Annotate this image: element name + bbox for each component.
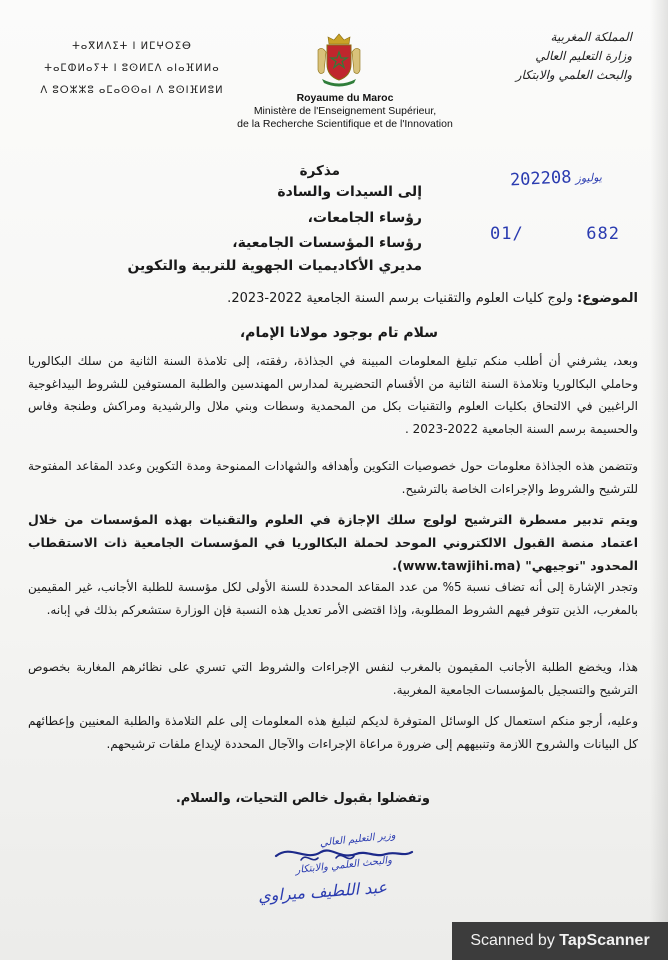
- arabic-header-line-2: وزارة التعليم العالي: [535, 49, 632, 63]
- signature-scribble: [276, 850, 412, 856]
- date-day: 08: [550, 167, 572, 189]
- date-year: 2022: [509, 168, 552, 191]
- arabic-header-line-1: المملكة المغربية: [550, 30, 632, 44]
- arabic-ministry-header: [516, 28, 632, 85]
- tifinagh-line-1: ⵜⴰⴳⵍⴷⵉⵜ ⵏ ⵍⵎⵖⵔⵉⴱ: [72, 41, 192, 52]
- french-header-ministry: Ministère de l'Enseignement Supérieur,: [253, 105, 437, 117]
- french-header-kingdom: Royaume du Maroc: [296, 92, 394, 104]
- scanner-brand: TapScanner: [559, 932, 650, 949]
- signatory-name: عبد اللطيف ميراوي: [257, 877, 388, 906]
- tifinagh-line-2: ⵜⴰⵎⵀⵍⴰⵢⵜ ⵏ ⵓⵙⵍⵎⴷ ⴰⵏⴰⴼⵍⵍⴰ: [44, 63, 220, 74]
- addressee-line-4: مديري الأكاديميات الجهوية للتربية والتكوين: [127, 258, 422, 274]
- french-header-research: de la Recherche Scientifique et de l'Innovation: [237, 118, 453, 130]
- body-paragraph-6: وعليه، أرجو منكم استعمال كل الوسائل المتوفرة لديكم لتبليغ هذه المعلومات إلى علم التلامذة والطلبة المعنيين وإعطائهم كل البيانات والشروح اللازمة وتنبيههم إلى ضرورة مراعاة الإجراءات والآجال المحددة لإيداع ملفات ترشيحهم.: [28, 714, 638, 751]
- date-month: يوليوز: [575, 170, 603, 186]
- reference-prefix: 01/: [490, 224, 524, 244]
- tifinagh-line-3: ⴷ ⵓⵔⵣⵣⵓ ⴰⵎⴰⵙⵙⴰⵏ ⴷ ⵓⵙⵏⴼⵍⵓⵍ: [40, 85, 224, 96]
- arabic-header-line-3: والبحث العلمي والابتكار: [515, 68, 632, 82]
- subject-text: ولوج كليات العلوم والتقنيات برسم السنة الجامعية 2022-2023.: [227, 291, 573, 306]
- reference-stamp: [490, 224, 620, 244]
- addressee-line-1: إلى السيدات والسادة: [277, 184, 422, 200]
- body-paragraph-3: ويتم تدبير مسطرة الترشيح لولوج سلك الإجازة في العلوم والتقنيات بهذه المؤسسات من خلال اعتماد منصة القبول الالكتروني الموحد لحملة البكالوريا في المؤسسات الجامعية ذات الاستقطاب المحدود "توجيهي" (www.tawjihi.ma).: [28, 512, 638, 573]
- body-paragraph-2: وتتضمن هذه الجذاذة معلومات حول خصوصيات التكوين وأهدافه والشهادات الممنوحة ومدة التكوين وعدد المقاعد المفتوحة للترشيح والشروط والإجراءات الخاصة بالترشيح.: [28, 459, 638, 496]
- addressee-line-2: رؤساء الجامعات،: [307, 210, 422, 226]
- royal-crest-icon: [314, 32, 364, 88]
- scanner-prefix: Scanned by: [470, 932, 560, 949]
- scanner-watermark: [452, 922, 668, 960]
- addressee-line-3: رؤساء المؤسسات الجامعية،: [232, 235, 422, 251]
- signature-stamp-line-2: والبحث العلمي والابتكار: [294, 854, 393, 877]
- signature-stamp: [246, 824, 416, 880]
- signature-stamp-line-1: وزير التعليم العالي: [319, 830, 397, 849]
- subject-label: الموضوع:: [577, 291, 638, 306]
- greeting: سلام تام بوجود مولانا الإمام،: [239, 325, 438, 341]
- french-ministry-header: [200, 92, 490, 131]
- subject-line: [30, 291, 638, 306]
- body-paragraph-5: هذا، ويخضع الطلبة الأجانب المقيمون بالمغرب لنفس الإجراءات والشروط التي تسري على نظائرهم المغاربة بخصوص الترشيح والتسجيل بالمؤسسات الجامعية المغربية.: [28, 660, 638, 697]
- body-paragraph-4: وتجدر الإشارة إلى أنه تضاف نسبة 5% من عدد المقاعد المحددة للسنة الأولى لكل مؤسسة للطلبة الأجانب، غير المقيمين بالمغرب، الذين تتوفر فيهم الشروط المطلوبة، وإذا اقتضى الأمر تعديل هذه النسبة فإن الوزارة ستشعركم بذلك في إبانه.: [28, 580, 639, 617]
- body-paragraph-1: وبعد، يشرفني أن أطلب منكم تبليغ المعلومات المبينة في الجذاذة، رفقته، إلى تلامذة السنة الثانية من سلك البكالوريا وحاملي البكالوريا وتلامذة السنة الثانية من الأقسام التحضيرية لمدارس المهندسين والطلبة المستوفين للشروط البيداغوجية الراغبين في الالتحاق بكليات العلوم والتقنيات بكل من المحمدية وسطات وبني ملال والرشيدية ومراكش وطنجة وفاس والحسيمة برسم السنة الجامعية 2022-2023 .: [28, 354, 638, 436]
- reference-number: 682: [586, 224, 620, 244]
- page-edge-shadow: [650, 0, 668, 960]
- closing-line: وتفضلوا بقبول خالص التحيات، والسلام.: [175, 791, 430, 806]
- memo-label: مذكرة: [299, 163, 340, 179]
